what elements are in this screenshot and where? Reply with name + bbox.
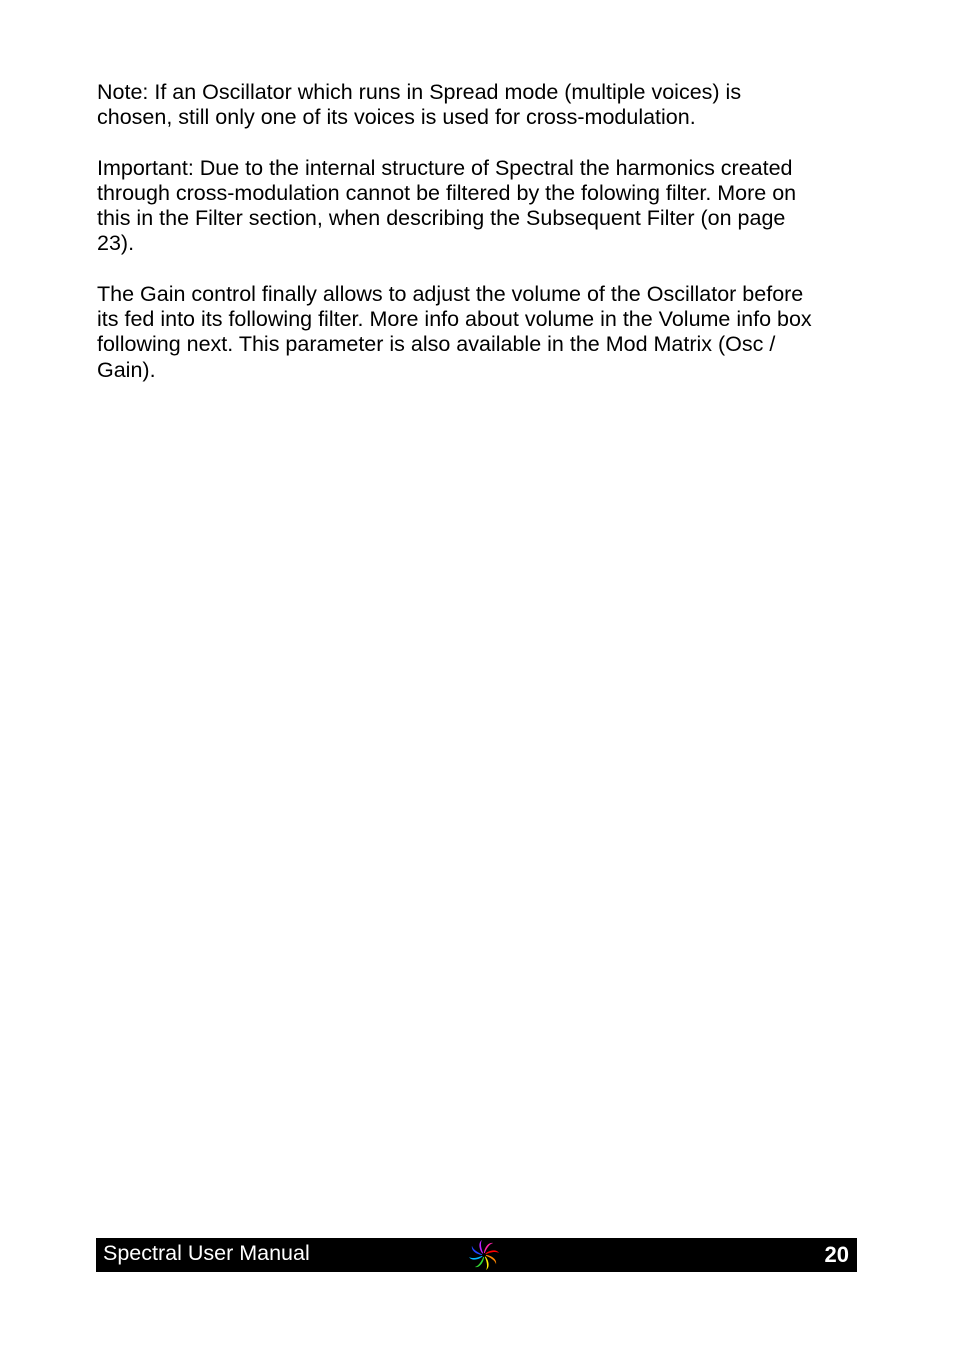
logo-swirl-petal xyxy=(484,1255,489,1270)
spiral-swirl-logo-icon xyxy=(466,1238,502,1272)
page-body xyxy=(97,80,867,408)
footer-manual-title: Spectral User Manual xyxy=(103,1241,310,1265)
footer-page-number: 20 xyxy=(824,1242,849,1267)
note-paragraph: Note: If an Oscillator which runs in Spread mode (multiple voices) is chosen, still only one of its voices is used for cross-modulation. xyxy=(97,80,742,130)
logo-swirl-petal xyxy=(479,1240,484,1255)
important-paragraph: Important: Due to the internal structure of Spectral the harmonics created through cross-modulation cannot be filtered by the folowing filter. More on this in the Filter section, when describing the Subsequent Filter (on page 23). xyxy=(97,155,797,256)
logo-center-dot xyxy=(482,1253,486,1257)
page-footer xyxy=(96,1238,857,1272)
logo-swirl-petal xyxy=(469,1255,484,1260)
logo-swirl-petal xyxy=(484,1250,499,1255)
gain-control-paragraph: The Gain control finally allows to adjust the volume of the Oscillator before its fed into its following filter. More info about volume in the Volume info box following next. This parameter is also available in the Mod Matrix (Osc / Gain). xyxy=(97,281,812,382)
